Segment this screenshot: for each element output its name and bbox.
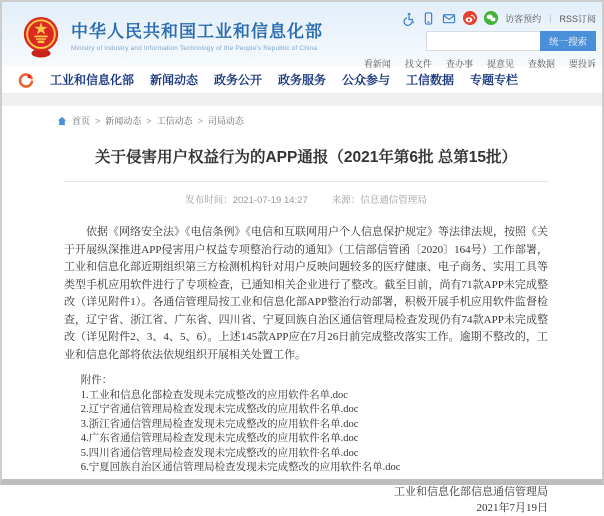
attachment-link-3[interactable]: 3.浙江省通信管理局检查发现未完成整改的应用软件名单.doc (80, 418, 359, 430)
site-title: 中华人民共和国工业和信息化部 (71, 22, 323, 41)
nav-item-special-topics[interactable]: 专题专栏 (469, 73, 518, 87)
attachment-link-2[interactable]: 2.辽宁省通信管理局检查发现未完成整改的应用软件名单.doc (80, 404, 359, 415)
breadcrumb-separator: > (197, 115, 203, 126)
attachments-section (81, 374, 548, 476)
search-bar (426, 31, 596, 51)
signature-date: 2021年7月19日 (476, 501, 548, 514)
article (2, 147, 602, 516)
publish-time: 发布时间：2021-07-19 14:27 (185, 195, 308, 206)
breadcrumb-news[interactable]: 新闻动态 (105, 116, 142, 126)
search-button[interactable]: 统一搜索 (540, 31, 596, 51)
breadcrumb (2, 106, 602, 131)
header-icon-row (402, 11, 596, 25)
nav-item-gov-services[interactable]: 政务服务 (277, 73, 326, 87)
nav-logo-icon (18, 72, 34, 88)
breadcrumb-home[interactable]: 首页 (72, 116, 91, 126)
attachment-link-5[interactable]: 5.四川省通信管理局检查发现未完成整改的应用软件名单.doc (80, 447, 359, 459)
site-subtitle: Ministry of Industry and Information Technology of the People's Republic of China (71, 45, 318, 52)
header-link-divider: | (549, 13, 552, 23)
weibo-icon[interactable] (463, 11, 477, 25)
attachment-link-6[interactable]: 6.宁夏回族自治区通信管理局检查发现未完成整改的应用软件名单.doc (80, 462, 401, 473)
quick-link-complaints[interactable]: 要投诉 (568, 59, 596, 69)
nav-item-news[interactable]: 新闻动态 (149, 73, 198, 87)
article-meta (64, 192, 548, 206)
content-area (2, 106, 602, 516)
quick-link-services[interactable]: 查办事 (445, 59, 473, 69)
national-emblem-icon (20, 15, 62, 59)
home-icon[interactable] (57, 116, 67, 126)
breadcrumb-separator: > (95, 115, 101, 126)
rss-link[interactable]: RSS订阅 (559, 13, 596, 24)
site-brand[interactable] (20, 8, 323, 66)
breadcrumb-miit-news[interactable]: 工信动态 (156, 116, 193, 126)
attachments-label: 附件： (80, 375, 113, 386)
main-nav (2, 66, 602, 94)
header-tools (363, 8, 596, 69)
site-brand-text (71, 22, 323, 52)
attachment-link-1[interactable]: 1.工业和信息化部检查发现未完成整改的应用软件名单.doc (80, 389, 348, 401)
nav-item-miit[interactable]: 工业和信息化部 (49, 73, 134, 87)
quick-links (364, 57, 596, 70)
wechat-icon[interactable] (484, 11, 498, 25)
breadcrumb-separator: > (146, 115, 152, 126)
breadcrumb-bureau-news[interactable]: 司局动态 (207, 116, 244, 126)
article-signature (64, 484, 548, 516)
quick-link-suggestions[interactable]: 提意见 (486, 59, 514, 69)
nav-item-public-participation[interactable]: 公众参与 (341, 73, 390, 87)
visitor-reservation-link[interactable]: 访客预约 (505, 13, 542, 24)
article-source: 来源：信息通信管理局 (331, 195, 427, 206)
site-header (2, 2, 602, 69)
mobile-icon[interactable] (422, 12, 435, 25)
attachment-link-4[interactable]: 4.广东省通信管理局检查发现未完成整改的应用软件名单.doc (80, 433, 359, 444)
article-body: 依据《网络安全法》《电信条例》《电信和互联网用户个人信息保护规定》等法律法规，按照《关于开展纵深推进APP侵害用户权益专项整治行动的通知》（工信部信管函〔2020〕164号）工作部署，工业和信息化部近期组织第三方检测机构针对用户反映问题较多的医疗健康、电子商务、实用工具等类型手机应用软件进行了专项检查，已通知相关企业进行了整改。截至目前，尚有71款APP未完成整改（详见附件1）。各通信管理局按工业和信息化部APP整治行动部署，积极开展手机应用软件监督检查，辽宁省、浙江省、广东省、四川省、宁夏回族自治区通信管理局检查发现仍有74款APP未完成整改（详见附件2、3、4、5、6）。上述145款APP应在7月26日前完成整改落实工作。逾期不整改的，工业和信息化部将依法依规组织开展相关处置工作。 (64, 226, 548, 361)
quick-link-files[interactable]: 找文件 (404, 59, 432, 69)
signature-org: 工业和信息化部信息通信管理局 (394, 485, 548, 498)
quick-link-news[interactable]: 看新闻 (363, 59, 391, 69)
nav-item-gov-disclosure[interactable]: 政务公开 (213, 73, 262, 87)
mail-icon[interactable] (442, 12, 456, 25)
accessibility-icon[interactable] (402, 12, 415, 25)
section-divider-band (2, 94, 602, 106)
quick-link-data[interactable]: 查数据 (527, 59, 555, 69)
title-divider (64, 181, 548, 182)
article-title: 关于侵害用户权益行为的APP通报（2021年第6批 总第15批） (94, 149, 518, 166)
search-input[interactable] (426, 31, 540, 51)
nav-item-miit-data[interactable]: 工信数据 (405, 73, 454, 87)
